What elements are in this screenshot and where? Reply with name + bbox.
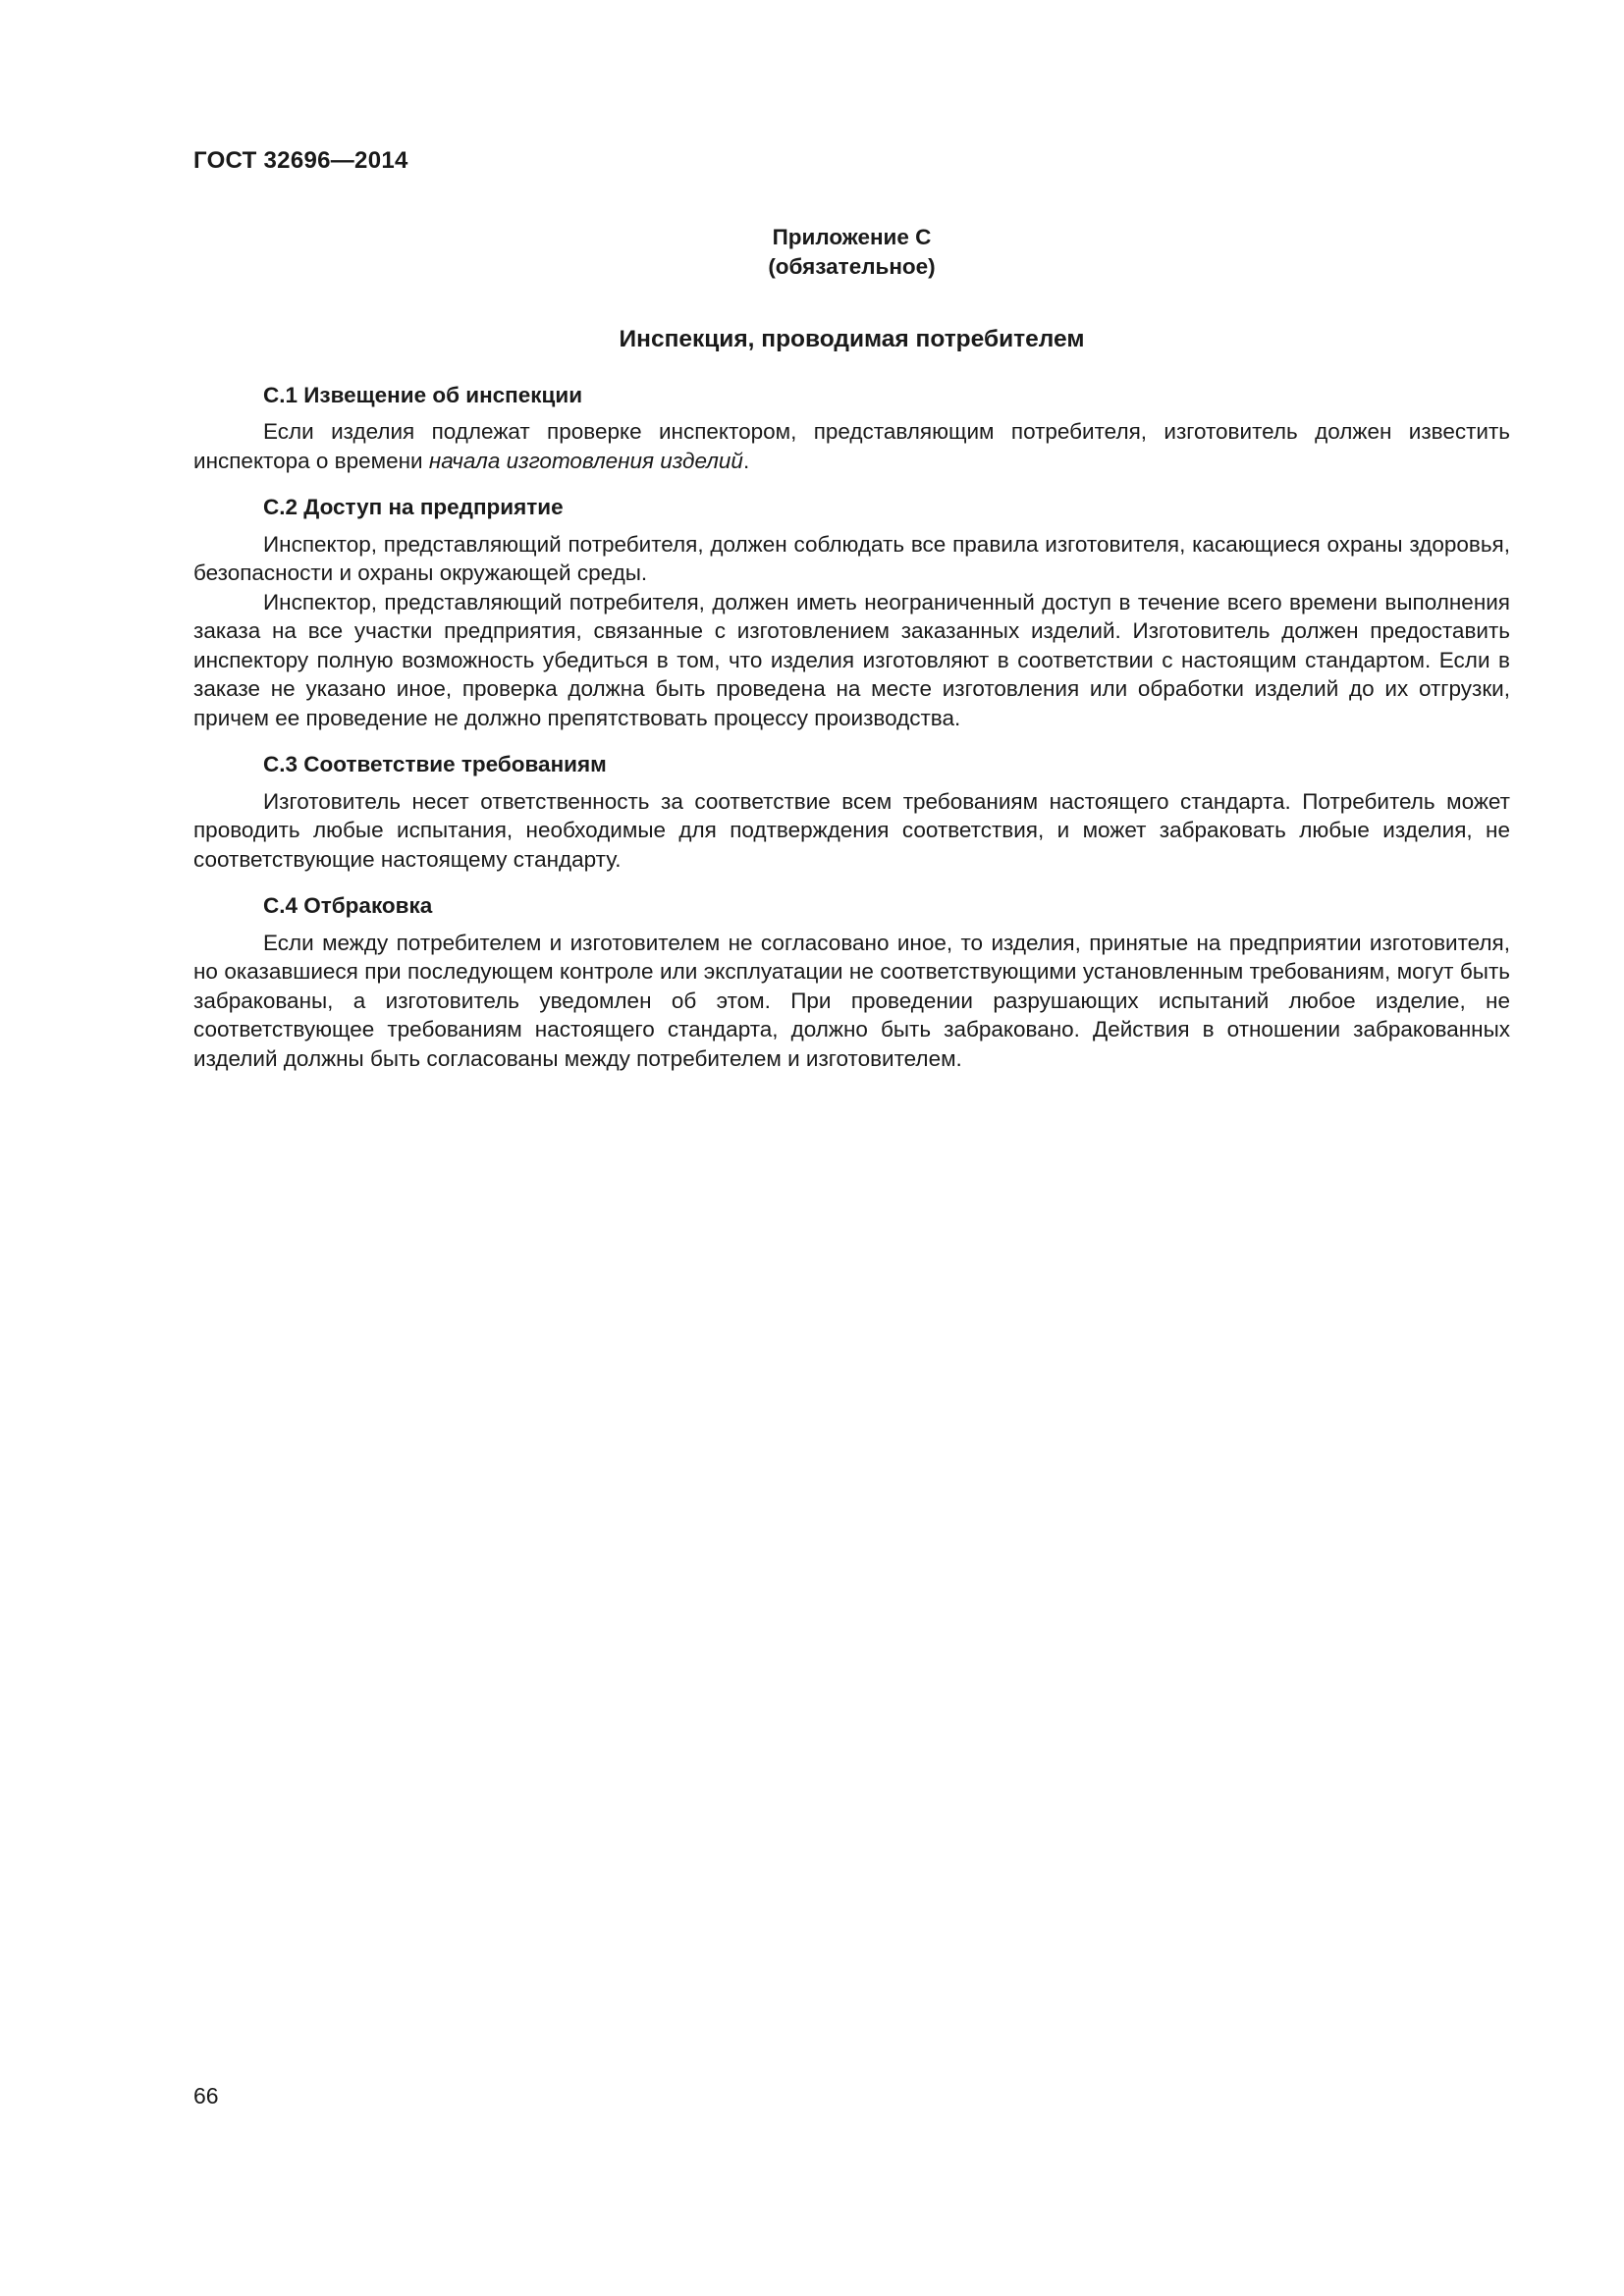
appendix-label: Приложение С [772, 225, 932, 249]
section-c1-text-end: . [742, 448, 750, 473]
appendix-title [193, 223, 1510, 281]
page-title: Инспекция, проводимая потребителем [619, 326, 1085, 352]
section-heading-c3: С.3 Соответствие требованиям [263, 752, 607, 776]
section-c2-paragraph-2: Инспектор, представляющий потребителя, должен иметь неограниченный доступ в течение всего времени выполнения заказа на все участки предприятия, связанные с изготовлением заказанных изделий. Изготовитель должен предоставить инспектору полную возможность убедиться в том, что изделия изготовляют в соответствии с настоящим стандартом. Если в заказе не указано иное, проверка должна быть проведена на месте изготовления или обработки изделий до их отгрузки, причем ее проведение не должно препятствовать процессу производства. [193, 589, 1510, 730]
section-heading-c2: С.2 Доступ на предприятие [263, 495, 564, 519]
section-heading-c1: С.1 Извещение об инспекции [263, 382, 583, 407]
section-c1-text: Если изделия подлежат проверке инспектором, представляющим потребителя, изготовитель должен известить инспектора о времени [193, 419, 1510, 473]
appendix-status: (обязательное) [768, 253, 936, 279]
document-code: ГОСТ 32696—2014 [193, 147, 408, 174]
section-c1-italic-text: начала изготовления изделий [428, 448, 743, 473]
section-c2-paragraph-1: Инспектор, представляющий потребителя, должен соблюдать все правила изготовителя, касающиеся охраны здоровья, безопасности и охраны окружающей среды. [193, 531, 1510, 585]
section-heading-c4: С.4 Отбраковка [263, 893, 433, 918]
page-content [193, 223, 1510, 1073]
section-c4-paragraph: Если между потребителем и изготовителем не согласовано иное, то изделия, принятые на предприятии изготовителя, но оказавшиеся при последующем контроле или эксплуатации не соответствующими установленным требованиям, могут быть забракованы, а изготовитель уведомлен об этом. При проведении разрушающих испытаний любое изделие, не соответствующее требованиям настоящего стандарта, должно быть забраковано. Действия в отношении забракованных изделий должны быть согласованы между потребителем и изготовителем. [193, 930, 1510, 1071]
page-number: 66 [193, 2083, 219, 2109]
section-c1-paragraph [193, 417, 1510, 475]
section-c3-paragraph: Изготовитель несет ответственность за соответствие всем требованиям настоящего стандарта. Потребитель может проводить любые испытания, необходимые для подтверждения соответствия, и может забраковать любые изделия, не соответствующие настоящему стандарту. [193, 788, 1510, 872]
